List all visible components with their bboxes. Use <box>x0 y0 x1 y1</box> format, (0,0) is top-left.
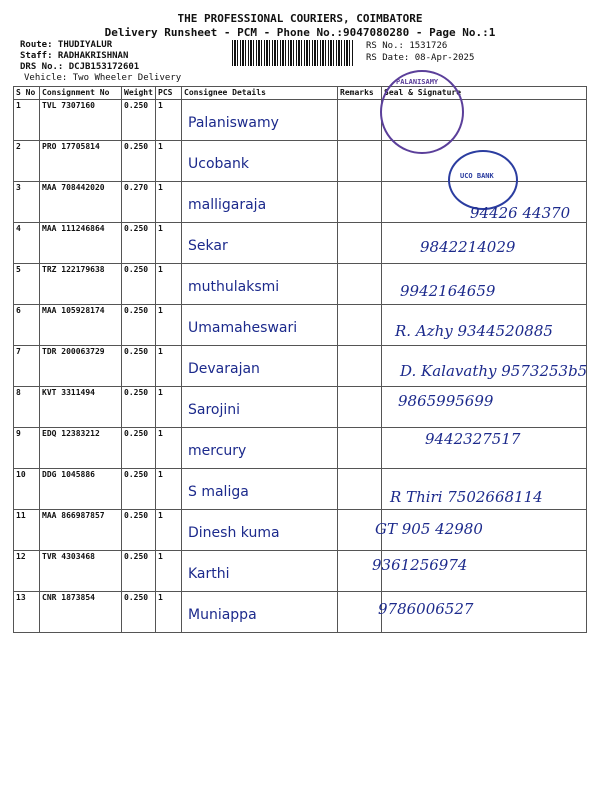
row-weight: 0.250 <box>122 387 156 428</box>
barcode <box>232 40 354 66</box>
signature-handwriting: 9865995699 <box>398 392 494 410</box>
vehicle-label: Vehicle: Two Wheeler Delivery <box>24 73 182 83</box>
row-sno: 1 <box>14 100 40 141</box>
rs-number: RS No.: 1531726 <box>366 41 448 51</box>
runsheet-subtitle: Delivery Runsheet - PCM - Phone No.:9047080280 - Page No.:1 <box>104 26 496 39</box>
row-pcs: 1 <box>156 592 182 633</box>
signature-handwriting: D. Kalavathy 9573253b5 <box>400 362 588 380</box>
signature-handwriting: 9786006527 <box>378 600 474 618</box>
row-weight: 0.250 <box>122 223 156 264</box>
row-remarks <box>338 223 382 264</box>
row-consignee <box>182 100 338 141</box>
row-sno: 13 <box>14 592 40 633</box>
uco-bank-seal: UCO BANK <box>448 150 518 210</box>
row-consignment: TVL 7307160 <box>40 100 122 141</box>
consignee-handwriting: Muniappa <box>188 607 257 623</box>
row-consignment: MAA 708442020 <box>40 182 122 223</box>
consignee-handwriting: Sarojini <box>188 402 241 418</box>
row-pcs: 1 <box>156 141 182 182</box>
rs-date: RS Date: 08-Apr-2025 <box>366 53 475 63</box>
row-sno: 6 <box>14 305 40 346</box>
table-row <box>14 510 587 551</box>
row-weight: 0.250 <box>122 428 156 469</box>
signature-handwriting: 9361256974 <box>372 556 468 574</box>
signature-handwriting: 9942164659 <box>400 282 496 300</box>
consignee-handwriting: S maliga <box>188 484 249 500</box>
staff-label: Staff: RADHAKRISHNAN <box>20 51 129 61</box>
row-weight: 0.250 <box>122 305 156 346</box>
col-weight: Weight <box>122 87 156 100</box>
row-pcs: 1 <box>156 182 182 223</box>
col-consignment: Consignment No <box>40 87 122 100</box>
col-sno: S No <box>14 87 40 100</box>
row-weight: 0.270 <box>122 182 156 223</box>
row-remarks <box>338 141 382 182</box>
row-remarks <box>338 469 382 510</box>
row-consignee <box>182 469 338 510</box>
row-sno: 8 <box>14 387 40 428</box>
row-consignee <box>182 305 338 346</box>
row-consignee <box>182 182 338 223</box>
row-remarks <box>338 387 382 428</box>
table-row <box>14 387 587 428</box>
signature-handwriting: GT 905 42980 <box>375 520 483 538</box>
col-seal-signature: Seal & Signature <box>382 87 587 100</box>
table-row <box>14 592 587 633</box>
row-sno: 3 <box>14 182 40 223</box>
consignee-handwriting: Sekar <box>188 238 228 254</box>
row-remarks <box>338 592 382 633</box>
drs-label: DRS No.: DCJB153172601 <box>20 62 140 72</box>
row-sno: 4 <box>14 223 40 264</box>
row-pcs: 1 <box>156 551 182 592</box>
table-row <box>14 100 587 141</box>
company-title: THE PROFESSIONAL COURIERS, COIMBATORE <box>177 12 423 25</box>
table-header-row <box>14 87 587 100</box>
row-consignment: MAA 866987857 <box>40 510 122 551</box>
consignee-handwriting: muthulaksmi <box>188 279 280 295</box>
row-consignee <box>182 510 338 551</box>
row-pcs: 1 <box>156 510 182 551</box>
row-sno: 5 <box>14 264 40 305</box>
consignee-handwriting: Umamaheswari <box>188 320 298 336</box>
row-pcs: 1 <box>156 264 182 305</box>
signature-handwriting: R Thiri 7502668114 <box>390 488 543 506</box>
row-remarks <box>338 305 382 346</box>
col-remarks: Remarks <box>338 87 382 100</box>
row-consignment: TDR 200063729 <box>40 346 122 387</box>
consignee-handwriting: malligaraja <box>188 197 267 213</box>
row-sno: 2 <box>14 141 40 182</box>
row-sno: 12 <box>14 551 40 592</box>
table-row <box>14 264 587 305</box>
row-consignment: TVR 4303468 <box>40 551 122 592</box>
table-row <box>14 551 587 592</box>
row-consignment: DDG 1045886 <box>40 469 122 510</box>
row-weight: 0.250 <box>122 264 156 305</box>
row-consignment: MAA 111246864 <box>40 223 122 264</box>
row-pcs: 1 <box>156 346 182 387</box>
row-weight: 0.250 <box>122 592 156 633</box>
col-consignee: Consignee Details <box>182 87 338 100</box>
row-pcs: 1 <box>156 428 182 469</box>
row-weight: 0.250 <box>122 551 156 592</box>
row-consignment: CNR 1873854 <box>40 592 122 633</box>
signature-handwriting: 94426 44370 <box>470 204 571 222</box>
consignee-handwriting: Palaniswamy <box>188 115 279 131</box>
consignee-handwriting: Karthi <box>188 566 230 582</box>
row-pcs: 1 <box>156 387 182 428</box>
consignee-handwriting: mercury <box>188 443 247 459</box>
row-consignee <box>182 428 338 469</box>
row-consignee <box>182 141 338 182</box>
row-sno: 11 <box>14 510 40 551</box>
row-consignee <box>182 387 338 428</box>
route-label: Route: THUDIYALUR <box>20 40 113 50</box>
consignee-handwriting: Dinesh kuma <box>188 525 280 541</box>
row-weight: 0.250 <box>122 141 156 182</box>
signature-handwriting: 9442327517 <box>425 430 521 448</box>
row-pcs: 1 <box>156 469 182 510</box>
row-pcs: 1 <box>156 305 182 346</box>
row-weight: 0.250 <box>122 469 156 510</box>
row-sno: 10 <box>14 469 40 510</box>
palanisamy-seal: PALANISAMY <box>380 70 464 154</box>
consignee-handwriting: Ucobank <box>188 156 249 172</box>
row-remarks <box>338 264 382 305</box>
row-pcs: 1 <box>156 223 182 264</box>
consignee-handwriting: Devarajan <box>188 361 260 377</box>
row-consignee <box>182 264 338 305</box>
signature-handwriting: 9842214029 <box>420 238 516 256</box>
row-pcs: 1 <box>156 100 182 141</box>
row-consignee <box>182 223 338 264</box>
row-weight: 0.250 <box>122 100 156 141</box>
row-remarks <box>338 182 382 223</box>
row-remarks <box>338 428 382 469</box>
row-consignee <box>182 592 338 633</box>
row-consignment: TRZ 122179638 <box>40 264 122 305</box>
row-sno: 9 <box>14 428 40 469</box>
signature-handwriting: R. Azhy 9344520885 <box>395 322 553 340</box>
row-consignee <box>182 551 338 592</box>
row-sno: 7 <box>14 346 40 387</box>
row-consignment: KVT 3311494 <box>40 387 122 428</box>
row-remarks <box>338 346 382 387</box>
row-consignment: EDQ 12383212 <box>40 428 122 469</box>
row-consignee <box>182 346 338 387</box>
row-consignment: MAA 105928174 <box>40 305 122 346</box>
row-weight: 0.250 <box>122 346 156 387</box>
col-pcs: PCS <box>156 87 182 100</box>
row-consignment: PRO 17705814 <box>40 141 122 182</box>
row-remarks <box>338 100 382 141</box>
row-weight: 0.250 <box>122 510 156 551</box>
